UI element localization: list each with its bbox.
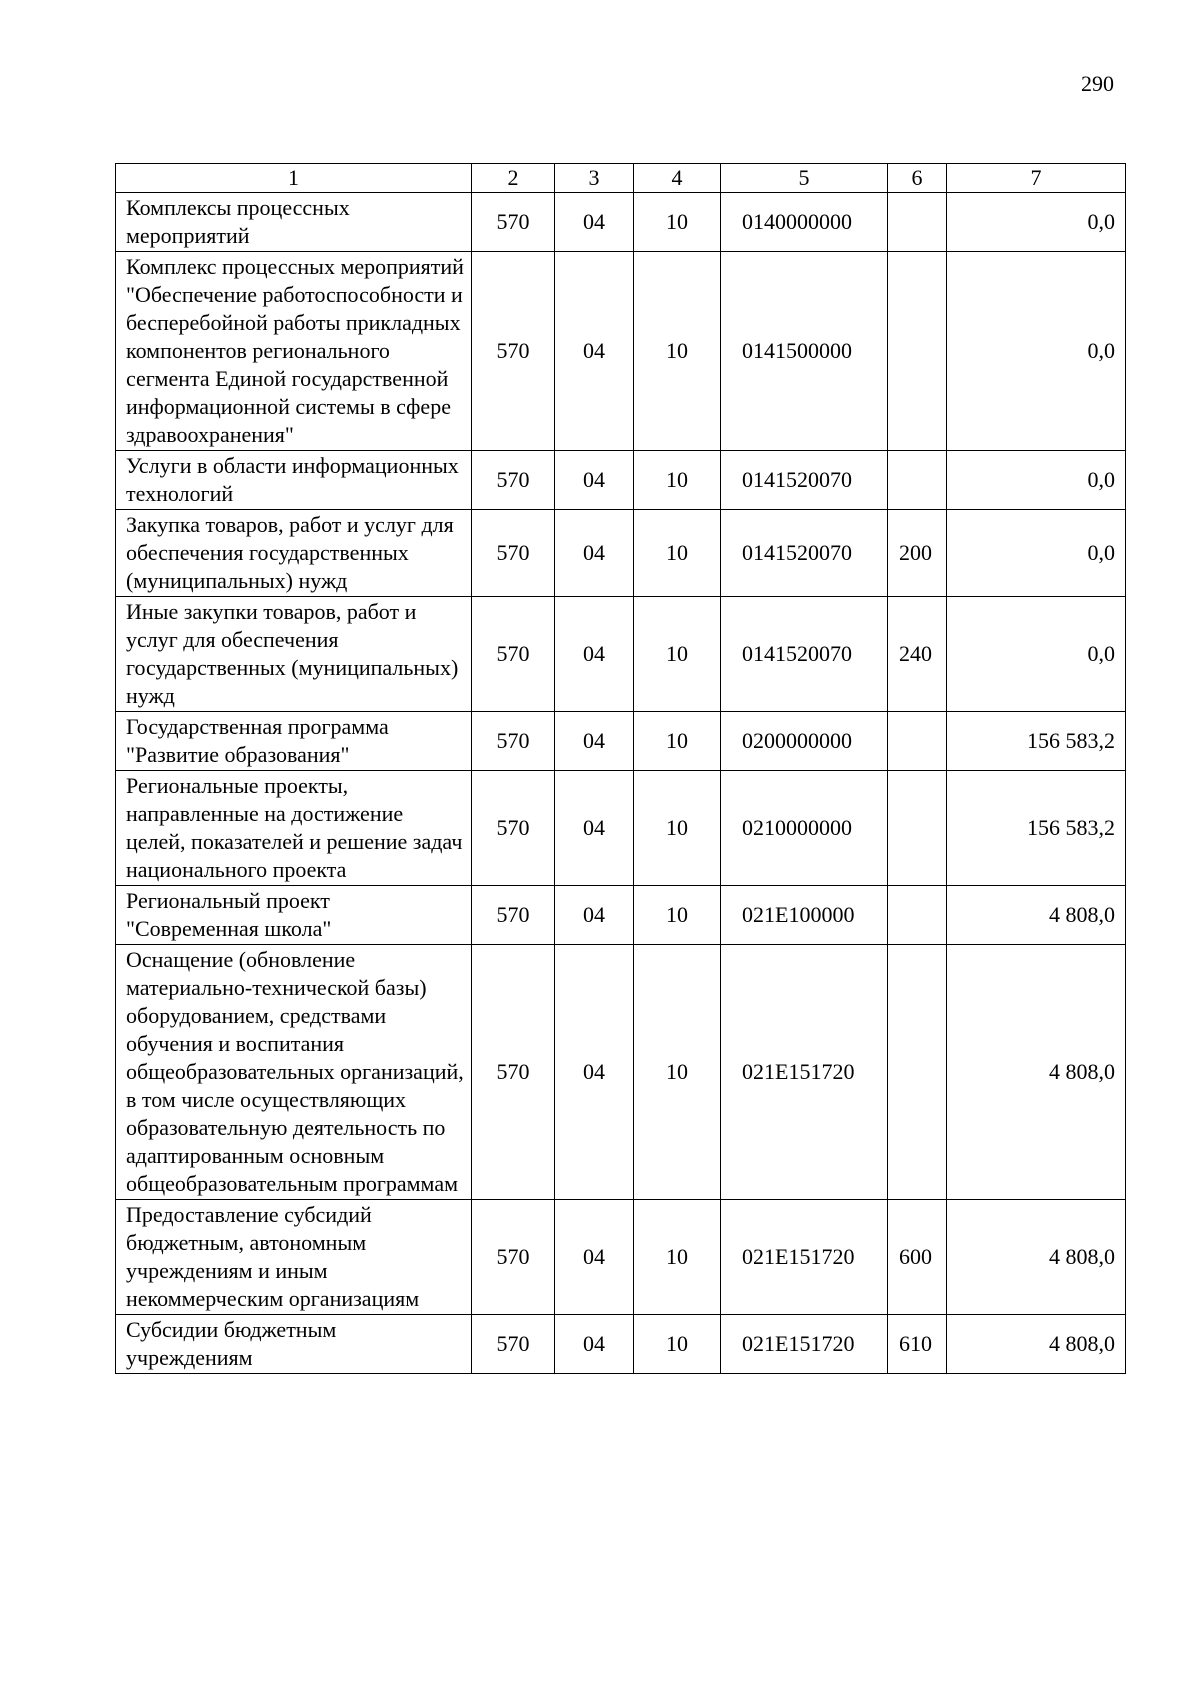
item-name: Региональный проект "Современная школа" <box>116 886 472 945</box>
item-name: Предоставление субсидий бюджетным, автономным учреждениям и иным некоммерческим организациям <box>116 1200 472 1315</box>
amount: 4 808,0 <box>947 1315 1126 1374</box>
expense-type-code <box>888 712 947 771</box>
item-name: Региональные проекты, направленные на достижение целей, показателей и решение задач национального проекта <box>116 771 472 886</box>
ministry-code: 570 <box>472 193 555 252</box>
section-code: 04 <box>555 1200 634 1315</box>
column-header: 5 <box>721 164 888 193</box>
section-code: 04 <box>555 1315 634 1374</box>
expense-type-code <box>888 771 947 886</box>
table-row <box>116 771 1126 886</box>
table-row <box>116 886 1126 945</box>
column-header: 4 <box>634 164 721 193</box>
page-number: 290 <box>1081 71 1114 96</box>
target-article-code: 0141520070 <box>721 510 888 597</box>
budget-table <box>115 163 1126 1374</box>
item-name: Комплексы процессных мероприятий <box>116 193 472 252</box>
section-code: 04 <box>555 252 634 451</box>
table-body <box>116 193 1126 1374</box>
section-code: 04 <box>555 597 634 712</box>
amount: 4 808,0 <box>947 886 1126 945</box>
expense-type-code <box>888 252 947 451</box>
target-article-code: 0210000000 <box>721 771 888 886</box>
ministry-code: 570 <box>472 252 555 451</box>
amount: 156 583,2 <box>947 712 1126 771</box>
ministry-code: 570 <box>472 451 555 510</box>
target-article-code: 021E151720 <box>721 945 888 1200</box>
table-row <box>116 252 1126 451</box>
column-header: 7 <box>947 164 1126 193</box>
subsection-code: 10 <box>634 597 721 712</box>
expense-type-code: 200 <box>888 510 947 597</box>
table-row <box>116 712 1126 771</box>
header-row <box>116 164 1126 193</box>
target-article-code: 021E151720 <box>721 1200 888 1315</box>
subsection-code: 10 <box>634 510 721 597</box>
amount: 156 583,2 <box>947 771 1126 886</box>
item-name: Иные закупки товаров, работ и услуг для обеспечения государственных (муниципальных) нужд <box>116 597 472 712</box>
item-name: Оснащение (обновление материально-технической базы) оборудованием, средствами обучения и воспитания общеобразовательных организаций, в том числе осуществляющих образовательную деятельность по адаптированным основным общеобразовательным программам <box>116 945 472 1200</box>
target-article-code: 0141500000 <box>721 252 888 451</box>
section-code: 04 <box>555 193 634 252</box>
section-code: 04 <box>555 712 634 771</box>
amount: 0,0 <box>947 451 1126 510</box>
amount: 0,0 <box>947 193 1126 252</box>
table-row <box>116 1200 1126 1315</box>
amount: 0,0 <box>947 597 1126 712</box>
target-article-code: 0141520070 <box>721 597 888 712</box>
expense-type-code: 240 <box>888 597 947 712</box>
item-name: Субсидии бюджетным учреждениям <box>116 1315 472 1374</box>
subsection-code: 10 <box>634 1200 721 1315</box>
expense-type-code <box>888 886 947 945</box>
ministry-code: 570 <box>472 1315 555 1374</box>
amount: 4 808,0 <box>947 1200 1126 1315</box>
section-code: 04 <box>555 451 634 510</box>
column-header: 3 <box>555 164 634 193</box>
column-header: 2 <box>472 164 555 193</box>
subsection-code: 10 <box>634 945 721 1200</box>
amount: 0,0 <box>947 252 1126 451</box>
table-row <box>116 510 1126 597</box>
ministry-code: 570 <box>472 1200 555 1315</box>
target-article-code: 0200000000 <box>721 712 888 771</box>
section-code: 04 <box>555 886 634 945</box>
ministry-code: 570 <box>472 597 555 712</box>
table-row <box>116 451 1126 510</box>
table-row <box>116 1315 1126 1374</box>
subsection-code: 10 <box>634 771 721 886</box>
amount: 0,0 <box>947 510 1126 597</box>
ministry-code: 570 <box>472 712 555 771</box>
table-row <box>116 597 1126 712</box>
table-header <box>116 164 1126 193</box>
ministry-code: 570 <box>472 510 555 597</box>
expense-type-code: 610 <box>888 1315 947 1374</box>
subsection-code: 10 <box>634 252 721 451</box>
table-row <box>116 945 1126 1200</box>
column-header: 6 <box>888 164 947 193</box>
subsection-code: 10 <box>634 712 721 771</box>
expense-type-code <box>888 451 947 510</box>
item-name: Закупка товаров, работ и услуг для обеспечения государственных (муниципальных) нужд <box>116 510 472 597</box>
ministry-code: 570 <box>472 945 555 1200</box>
column-header: 1 <box>116 164 472 193</box>
subsection-code: 10 <box>634 451 721 510</box>
target-article-code: 0140000000 <box>721 193 888 252</box>
section-code: 04 <box>555 945 634 1200</box>
subsection-code: 10 <box>634 886 721 945</box>
expense-type-code <box>888 945 947 1200</box>
target-article-code: 021E151720 <box>721 1315 888 1374</box>
item-name: Услуги в области информационных технологий <box>116 451 472 510</box>
section-code: 04 <box>555 771 634 886</box>
ministry-code: 570 <box>472 771 555 886</box>
target-article-code: 021E100000 <box>721 886 888 945</box>
section-code: 04 <box>555 510 634 597</box>
subsection-code: 10 <box>634 193 721 252</box>
item-name: Государственная программа "Развитие образования" <box>116 712 472 771</box>
expense-type-code: 600 <box>888 1200 947 1315</box>
ministry-code: 570 <box>472 886 555 945</box>
amount: 4 808,0 <box>947 945 1126 1200</box>
expense-type-code <box>888 193 947 252</box>
subsection-code: 10 <box>634 1315 721 1374</box>
item-name: Комплекс процессных мероприятий "Обеспечение работоспособности и бесперебойной работы прикладных компонентов регионального сегмента Единой государственной информационной системы в сфере здравоохранения" <box>116 252 472 451</box>
target-article-code: 0141520070 <box>721 451 888 510</box>
table-row <box>116 193 1126 252</box>
